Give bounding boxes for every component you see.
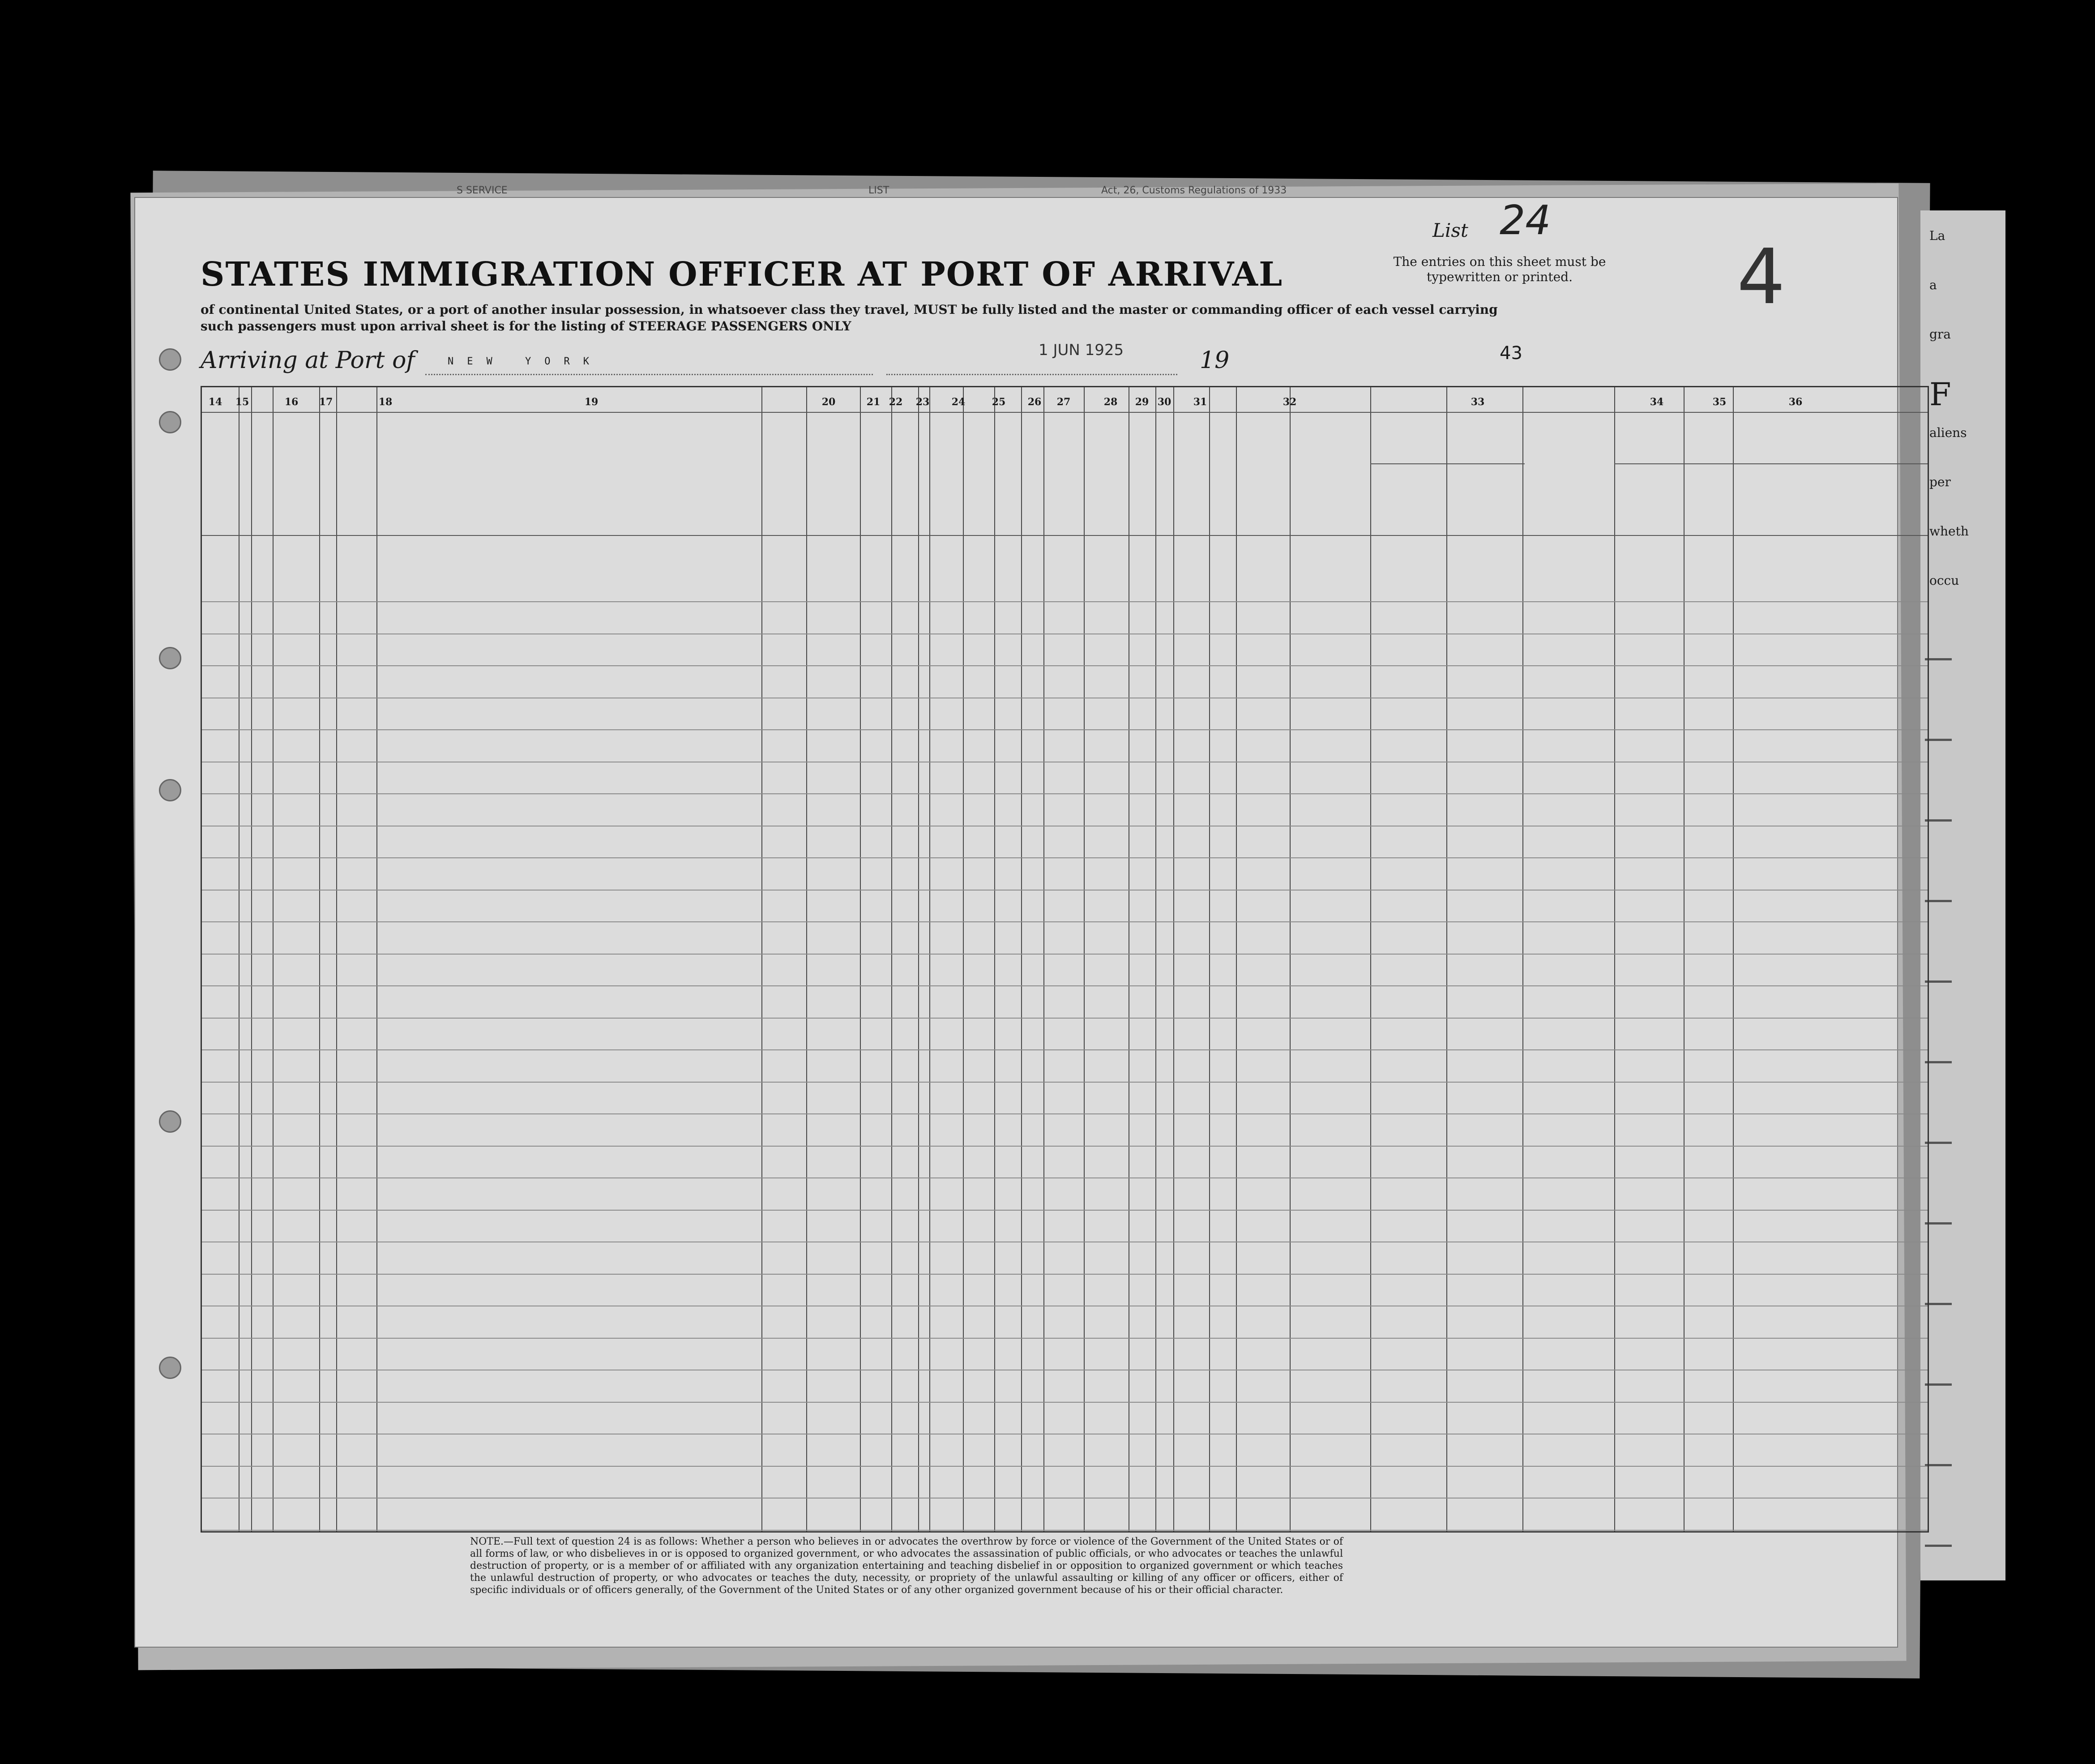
column-rule bbox=[891, 387, 892, 1531]
column-number: 34 bbox=[1650, 396, 1664, 408]
header-rule bbox=[202, 412, 1928, 413]
column-number: 24 bbox=[951, 396, 966, 408]
purpose-sub1 bbox=[767, 439, 798, 533]
column-number: 33 bbox=[1471, 396, 1485, 408]
column-number: 15 bbox=[235, 396, 249, 408]
row-rule bbox=[202, 1530, 1928, 1531]
passage-paid bbox=[278, 1282, 321, 1305]
column-number: 21 bbox=[866, 396, 881, 408]
passage-paid bbox=[278, 898, 321, 921]
column-rule bbox=[273, 387, 274, 1531]
column-rule bbox=[929, 387, 930, 1531]
column-rule bbox=[1290, 387, 1291, 1531]
passage-paid bbox=[278, 866, 321, 889]
strip-rule bbox=[1925, 819, 1952, 822]
passage-paid bbox=[278, 1218, 321, 1241]
column-number: 27 bbox=[1056, 396, 1071, 408]
binder-hole bbox=[159, 348, 181, 371]
row-rule bbox=[202, 1210, 1928, 1211]
overthrow-header bbox=[965, 432, 992, 531]
column-number: 36 bbox=[1788, 396, 1803, 408]
binder-hole bbox=[159, 779, 181, 801]
strip-fragment: a bbox=[1929, 278, 1937, 292]
passage-paid bbox=[278, 1122, 321, 1145]
ticket-header bbox=[247, 419, 269, 531]
column-rule bbox=[1236, 387, 1237, 1531]
passage-paid bbox=[278, 1154, 321, 1177]
column-rule bbox=[963, 387, 964, 1531]
column-rule bbox=[1209, 387, 1210, 1531]
row-rule bbox=[202, 1338, 1928, 1339]
footnote: NOTE.—Full text of question 24 is as follows: Whether a person who believes in or advocates the overthrow by force or violence of the Government of the United States or of all forms of law, or who disbelieves in or is opposed to organized government, or who advocates the assassination of public officials, or who advocates or teaches the unlawful destruction of property, or is a member of or affiliated with any organization entertaining and teaching disbelief in or opposition to organized government or which teaches the unlawful destruction of property, or who advocates or teaches the duty, necessity, or propriety of the unlawful assaulting or killing of any officer or officers, either of specific individuals or of officers generally, of the Government of the United States or of any other organized government because of his or their official character. bbox=[470, 1536, 1343, 1596]
offer-header bbox=[996, 432, 1019, 531]
column-number: 35 bbox=[1712, 396, 1727, 408]
passage-paid bbox=[278, 1026, 321, 1049]
column-number: 26 bbox=[1027, 396, 1042, 408]
column-number: 22 bbox=[889, 396, 903, 408]
column-rule bbox=[994, 387, 995, 1531]
year-prefix: 19 bbox=[1200, 347, 1230, 374]
row-rule bbox=[202, 921, 1928, 922]
passage-paid bbox=[278, 610, 321, 633]
passage-paid bbox=[278, 834, 321, 856]
strip-rule bbox=[1925, 1061, 1952, 1063]
passage-paid bbox=[278, 1058, 321, 1081]
column-number: 32 bbox=[1283, 396, 1297, 408]
column-number: 19 bbox=[584, 396, 599, 408]
column-rule bbox=[860, 387, 861, 1531]
column-rule bbox=[1614, 387, 1615, 1531]
page-number: 43 bbox=[1500, 343, 1522, 364]
subheader-rule bbox=[1370, 463, 1525, 464]
port-name: NEW YORK bbox=[448, 356, 603, 367]
purpose-sub2 bbox=[820, 439, 842, 533]
column-rule bbox=[376, 387, 377, 1531]
binder-hole bbox=[159, 647, 181, 669]
adjacent-page-strip bbox=[1920, 210, 2005, 1580]
row-rule bbox=[202, 1146, 1928, 1147]
strip-rule bbox=[1925, 1545, 1952, 1547]
money-header bbox=[322, 419, 335, 531]
strip-rule bbox=[1925, 1222, 1952, 1225]
passage-paid bbox=[278, 770, 321, 792]
column-number: 29 bbox=[1135, 396, 1149, 408]
column-rule bbox=[1684, 387, 1685, 1531]
column-number: 14 bbox=[208, 396, 222, 408]
strip-rule bbox=[1925, 1464, 1952, 1466]
top-stamp: S SERVICE bbox=[457, 185, 508, 196]
row-rule bbox=[202, 729, 1928, 730]
column-rule bbox=[1522, 387, 1523, 1531]
row-rule bbox=[202, 1177, 1928, 1178]
top-stamp: LIST bbox=[868, 185, 889, 196]
row-rule bbox=[202, 1498, 1928, 1499]
page-title: STATES IMMIGRATION OFFICER AT PORT OF ARRIVAL bbox=[201, 255, 1283, 294]
column-rule bbox=[1043, 387, 1044, 1531]
column-number: 31 bbox=[1193, 396, 1207, 408]
column-number: 30 bbox=[1157, 396, 1171, 408]
passage-paid bbox=[278, 1186, 321, 1209]
subheader-rule bbox=[1614, 463, 1928, 464]
row-rule bbox=[202, 1018, 1928, 1019]
column-number: 25 bbox=[992, 396, 1006, 408]
column-rule bbox=[1173, 387, 1174, 1531]
column-number: 23 bbox=[915, 396, 930, 408]
passage-paid bbox=[278, 802, 321, 825]
binder-hole bbox=[159, 1110, 181, 1133]
column-rule bbox=[251, 387, 252, 1531]
strip-fragment: La bbox=[1929, 228, 1945, 243]
polygamist-header bbox=[919, 437, 930, 531]
strip-fragment: occu bbox=[1929, 573, 1959, 588]
row-rule bbox=[202, 890, 1928, 891]
passage-paid bbox=[278, 1507, 321, 1529]
strip-rule bbox=[1925, 1303, 1952, 1305]
passage-paid bbox=[278, 1314, 321, 1337]
strip-rule bbox=[1925, 739, 1952, 741]
row-rule bbox=[202, 954, 1928, 955]
column-number: 18 bbox=[378, 396, 393, 408]
passage-paid bbox=[278, 706, 321, 728]
date-stamp: 1 JUN 1925 bbox=[1039, 341, 1124, 359]
row-rule bbox=[202, 665, 1928, 666]
manifest-table bbox=[201, 386, 1929, 1533]
header-rule bbox=[202, 535, 1928, 536]
strip-fragment: gra bbox=[1929, 327, 1951, 342]
passage-paid bbox=[278, 962, 321, 985]
column-rule bbox=[918, 387, 919, 1531]
strip-rule bbox=[1925, 900, 1952, 902]
strip-rule bbox=[1925, 980, 1952, 983]
column-number: 17 bbox=[319, 396, 333, 408]
column-rule bbox=[1021, 387, 1022, 1531]
row-rule bbox=[202, 793, 1928, 794]
row-rule bbox=[202, 601, 1928, 602]
intro-text: of continental United States, or a port of another insular possession, in whatsoever class they travel, MUST be fully listed and the master or commanding officer of each vessel carrying such passengers must upon arrival sheet is for the listing of STEERAGE PASSENGERS ONLY bbox=[201, 302, 1498, 334]
arriving-label: Arriving at Port of bbox=[201, 347, 415, 374]
list-label: List bbox=[1432, 219, 1468, 241]
passage-paid bbox=[278, 930, 321, 953]
row-rule bbox=[202, 1402, 1928, 1403]
passage-paid bbox=[278, 642, 321, 664]
strip-fragment: per bbox=[1929, 475, 1951, 489]
column-number: 16 bbox=[284, 396, 299, 408]
row-rule bbox=[202, 1049, 1928, 1050]
row-rule bbox=[202, 1113, 1928, 1114]
entries-note: The entries on this sheet must be typewritten or printed. bbox=[1393, 254, 1606, 284]
handwritten-number: 4 bbox=[1737, 233, 1786, 321]
column-rule bbox=[1446, 387, 1447, 1531]
deported-header bbox=[1023, 432, 1041, 531]
column-rule bbox=[761, 387, 762, 1531]
dotted-rule bbox=[886, 374, 1177, 375]
dotted-rule bbox=[425, 374, 873, 375]
passage-paid bbox=[278, 1443, 321, 1465]
strip-fragment: aliens bbox=[1929, 425, 1967, 440]
passage-paid bbox=[278, 578, 321, 600]
passage-paid bbox=[278, 1346, 321, 1369]
list-number: 24 bbox=[1500, 197, 1551, 244]
purpose-sub3 bbox=[864, 439, 887, 533]
row-rule bbox=[202, 857, 1928, 858]
top-stamp: Act, 26, Customs Regulations of 1933 bbox=[1101, 185, 1287, 196]
passage-paid bbox=[278, 1379, 321, 1401]
strip-rule bbox=[1925, 1383, 1952, 1386]
column-rule bbox=[1733, 387, 1734, 1531]
passage-paid bbox=[278, 1410, 321, 1433]
passage-paid bbox=[278, 674, 321, 697]
row-rule bbox=[202, 1466, 1928, 1467]
passage-paid bbox=[278, 738, 321, 761]
row-rule bbox=[202, 1274, 1928, 1275]
column-number: 20 bbox=[821, 396, 836, 408]
anarchist-header bbox=[941, 437, 952, 531]
binder-hole bbox=[159, 411, 181, 433]
column-rule bbox=[1155, 387, 1156, 1531]
column-rule bbox=[1370, 387, 1371, 1531]
strip-fragment: F bbox=[1929, 376, 1951, 413]
column-rule bbox=[1084, 387, 1085, 1531]
passage-paid bbox=[278, 1250, 321, 1273]
row-rule bbox=[202, 1082, 1928, 1083]
column-number: 28 bbox=[1103, 396, 1118, 408]
prison-header bbox=[894, 432, 916, 531]
passage-paid bbox=[278, 1090, 321, 1113]
column-rule bbox=[336, 387, 337, 1531]
binder-hole bbox=[159, 1357, 181, 1379]
strip-fragment: wheth bbox=[1929, 524, 1969, 539]
strip-rule bbox=[1925, 658, 1952, 660]
passage-paid bbox=[278, 1474, 321, 1497]
column-rule bbox=[806, 387, 807, 1531]
row-rule bbox=[202, 985, 1928, 986]
strip-rule bbox=[1925, 1142, 1952, 1144]
passage-paid bbox=[278, 994, 321, 1017]
